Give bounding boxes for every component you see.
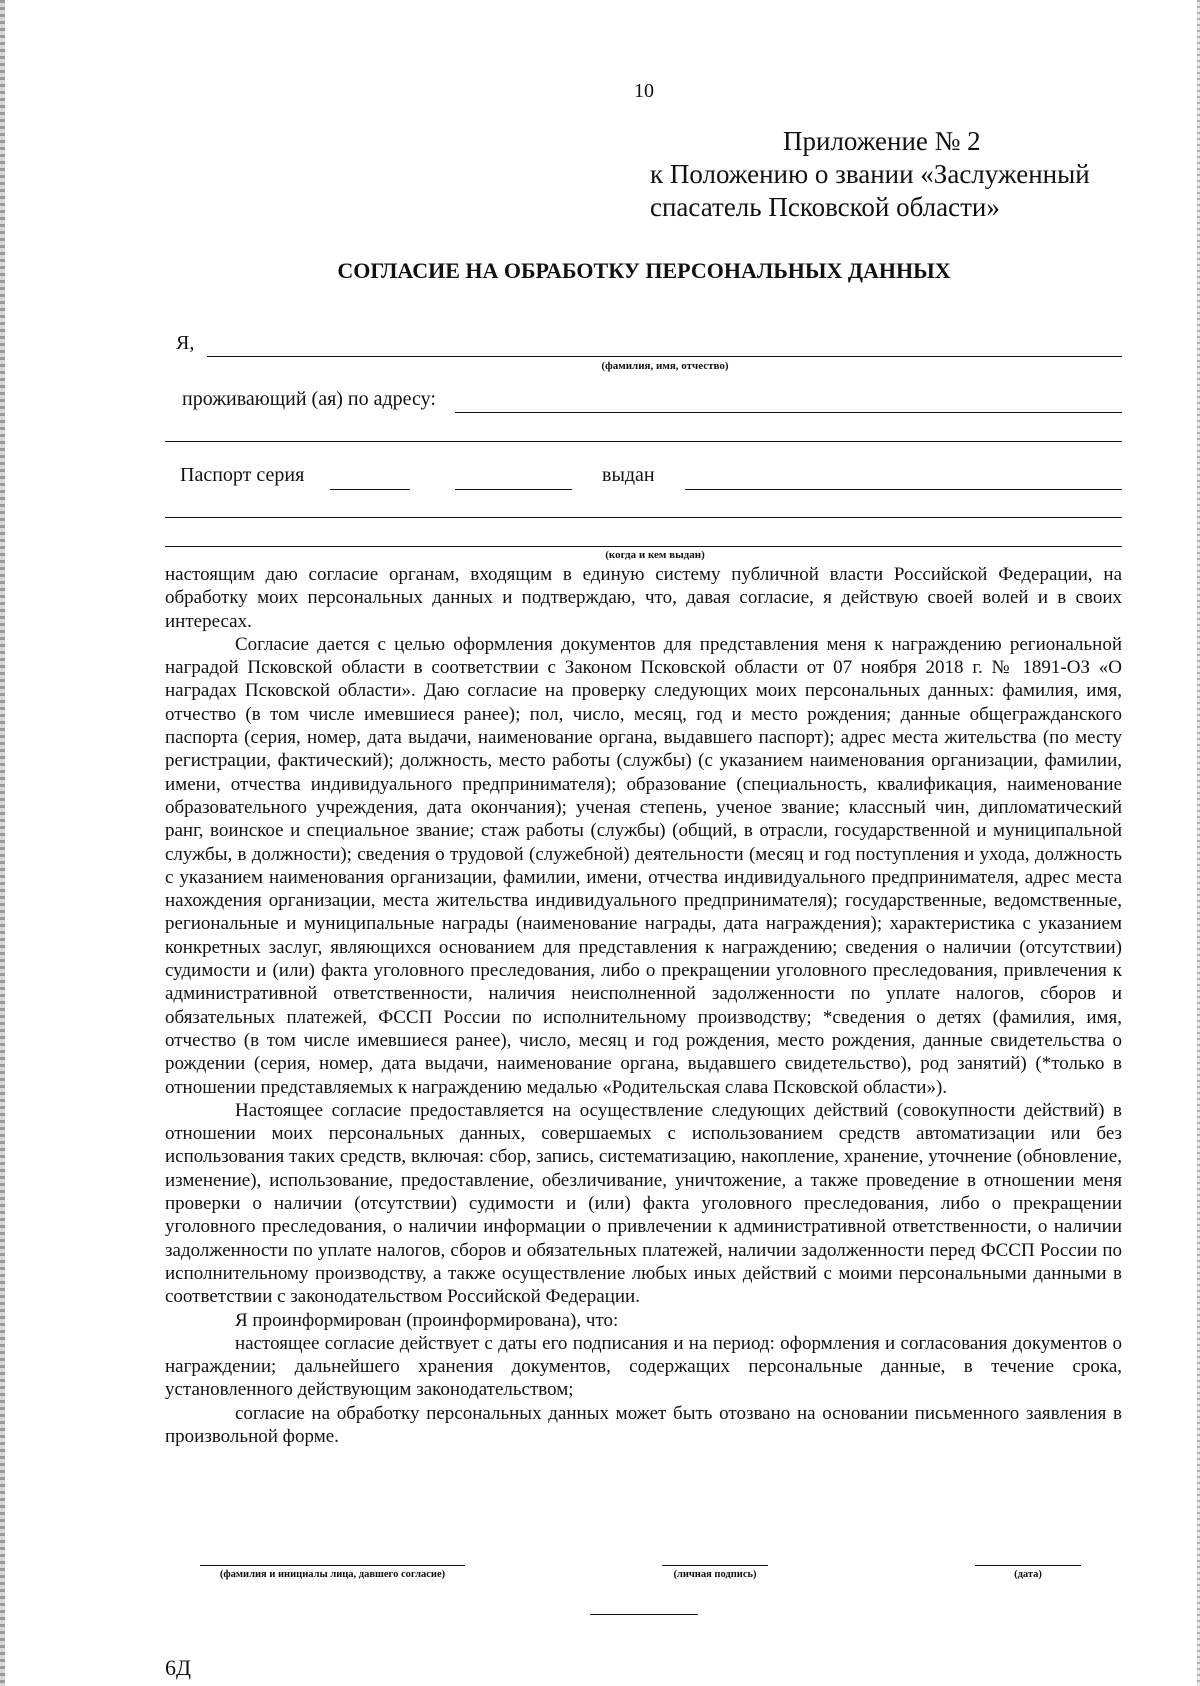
signature-caption: (личная подпись) <box>673 1569 757 1580</box>
passport-series-label: Паспорт серия <box>180 464 305 486</box>
appendix-header <box>650 125 1090 224</box>
consent-body <box>165 563 1122 1448</box>
issued-field-line-3[interactable] <box>165 546 1122 547</box>
issued-field-line-2[interactable] <box>165 517 1122 518</box>
issued-field-line[interactable] <box>685 489 1122 490</box>
date-signature-line[interactable] <box>975 1565 1081 1566</box>
address-label: проживающий (ая) по адресу: <box>182 388 436 410</box>
footer-code: 6Д <box>165 1655 192 1680</box>
ya-label: Я, <box>176 332 195 354</box>
paragraph-informed: Я проинформирован (проинформирована), что: <box>235 1309 619 1331</box>
appendix-line-3: спасатель Псковской области» <box>650 192 1000 222</box>
address-field-line[interactable] <box>455 412 1122 413</box>
paragraph-purpose: Согласие дается с целью оформления документов для представления меня к награждению региональной наградой Псковской области в соответствии с Законом Псковской области от 07 ноября 2018 г. № 1891-ОЗ «О наградах Псковской области». Даю согласие на проверку следующих моих персональных данных: фамилия, имя, отчество (в том числе имевшиеся ранее); пол, число, месяц, год и место рождения; данные общегражданского паспорта (серия, номер, дата выдачи, наименование органа, выдавшего паспорт); адрес места жительства (по месту регистрации, фактический); должность, место работы (службы) (с указанием наименования организации, фамилии, имени, отчества индивидуального предпринимателя); образование (специальность, квалификация, наименование образовательного учреждения, дата окончания); ученая степень, ученое звание; классный чин, дипломатический ранг, воинское и специальное звание; стаж работы (службы) (общий, в отрасли, государственной и муниципальной службы, в должности); сведения о трудовой (служебной) деятельности (месяц и год поступления и ухода, должность с указанием наименования организации, фамилии, имени, отчества индивидуального предпринимателя, адрес места нахождения организации, места жительства индивидуального предпринимателя); государственные, ведомственные, региональные и муниципальные награды (наименование награды, дата награждения); характеристика с указанием конкретных заслуг, являющихся основанием для представления к награждению; сведения о наличии (отсутствии) судимости и (или) факта уголовного преследования, либо о прекращении уголовного преследования, привлечения к административной ответственности, наличия неисполненной задолженности по уплате налогов, сборов и обязательных платежей, ФССП России по исполнительному производству; *сведения о детях (фамилия, имя, отчество (в том числе имевшиеся ранее), число, месяц и год рождения, место рождения, данные свидетельства о рождении (серия, номер, дата выдачи, наименование органа, выдавшего свидетельство), род занятий) (*только в отношении представляемых к награждению медалью «Родительская слава Псковской области»). <box>165 633 1122 1098</box>
issued-caption: (когда и кем выдан) <box>605 549 705 561</box>
document-title: СОГЛАСИЕ НА ОБРАБОТКУ ПЕРСОНАЛЬНЫХ ДАННЫХ <box>337 258 951 283</box>
appendix-line-1: Приложение № 2 <box>783 126 981 156</box>
paragraph-validity: настоящее согласие действует с даты его подписания и на период: оформления и согласования документов о награждении; дальнейшего хранения документов, содержащих персональные данные, в течение срока, установленного действующим законодательством; <box>165 1332 1122 1401</box>
stamp-line <box>590 1614 698 1615</box>
issued-label: выдан <box>602 464 655 486</box>
fio-caption: (фамилия, имя, отчество) <box>601 360 729 372</box>
passport-number-field[interactable] <box>455 489 572 490</box>
address-field-line-2[interactable] <box>165 441 1122 442</box>
paragraph-consent-given: настоящим даю согласие органам, входящим в единую систему публичной власти Российской Федерации, на обработку моих персональных данных и подтверждаю, что, давая согласие, я действую своей волей и в своих интересах. <box>165 564 1122 632</box>
date-caption: (дата) <box>1014 1569 1042 1580</box>
scan-left-edge <box>0 0 5 1686</box>
appendix-line-2: к Положению о звании «Заслуженный <box>650 159 1090 189</box>
paragraph-actions: Настоящее согласие предоставляется на осуществление следующих действий (совокупности действий) в отношении моих персональных данных, совершаемых с использованием средств автоматизации или без использования таких средств, включая: сбор, запись, систематизацию, накопление, хранение, уточнение (обновление, изменение), использование, предоставление, обезличивание, уничтожение, а также проведение в отношении меня проверки о наличии (отсутствии) судимости и (или) факта уголовного преследования, либо о прекращении уголовного преследования, о наличии информации о привлечении к административной ответственности, о наличии задолженности по уплате налогов, сборов и обязательных платежей, наличии задолженности перед ФССП России по исполнительному производству, а также осуществление любых иных действий с моими персональными данными в соответствии с законодательством Российской Федерации. <box>165 1099 1122 1308</box>
passport-series-field[interactable] <box>330 489 410 490</box>
page-number: 10 <box>634 80 654 102</box>
fio-field-line[interactable] <box>207 356 1122 357</box>
paragraph-revocation: согласие на обработку персональных данных может быть отозвано на основании письменного заявления в произвольной форме. <box>165 1402 1122 1447</box>
personal-signature-line[interactable] <box>662 1565 768 1566</box>
name-caption: (фамилия и инициалы лица, давшего согласие) <box>219 1569 446 1580</box>
name-signature-line[interactable] <box>200 1565 465 1566</box>
